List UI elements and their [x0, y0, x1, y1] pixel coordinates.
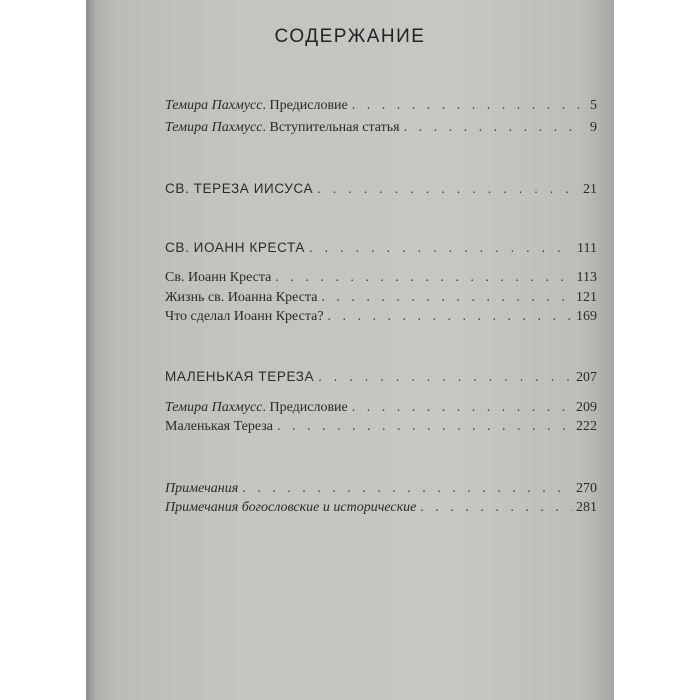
toc-entry-author: Темира Пахмусс [165, 98, 263, 113]
toc-section-john-of-the-cross [165, 238, 597, 258]
leader-dots [328, 307, 572, 327]
page-title: СОДЕРЖАНИЕ [274, 26, 426, 47]
leader-dots [309, 238, 573, 258]
toc-section-title: МАЛЕНЬКАЯ ТЕРЕЗА [165, 369, 315, 384]
toc-entry-notes [165, 498, 597, 518]
leader-dots [352, 398, 572, 418]
leader-dots [321, 288, 572, 308]
page-gutter-shadow [86, 0, 96, 700]
leader-dots [420, 498, 572, 518]
toc-entry-page: 21 [583, 182, 597, 197]
toc-entry-page: 169 [576, 309, 597, 324]
toc-entry-page: 5 [590, 98, 597, 113]
toc-entry-page: 9 [590, 120, 597, 135]
toc-entry-page: 209 [576, 400, 597, 415]
toc-entry [165, 417, 597, 437]
leader-dots [242, 479, 572, 499]
leader-dots [277, 417, 572, 437]
toc-entry-title: Св. Иоанн Креста [165, 270, 272, 285]
toc-section-little-teresa [165, 367, 597, 387]
toc-entry [165, 307, 597, 327]
toc-entry-title: Предисловие [269, 98, 348, 113]
toc-section-title: СВ. ИОАНН КРЕСТА [165, 240, 305, 255]
toc-entry-page: 111 [577, 241, 597, 256]
toc-entry-title: Жизнь св. Иоанна Креста [165, 290, 318, 305]
toc-entry-title: Что сделал Иоанн Креста? [165, 309, 324, 324]
toc-entry-page: 222 [576, 419, 597, 434]
toc-entry-page: 207 [576, 370, 597, 385]
toc-entry-title: Вступительная статья [269, 120, 400, 135]
toc-entry-introduction: Темира Пахмусс . Вступительная статья . . . 9 [165, 118, 597, 138]
leader-dots [317, 179, 579, 199]
toc-entry-title: Примечания богословские и исторические [165, 500, 417, 515]
toc-entry-page: 121 [576, 290, 597, 305]
toc-entry-page: 270 [576, 481, 597, 496]
toc-entry-title: Предисловие [269, 400, 348, 415]
leader-dots [404, 118, 579, 138]
toc-entry-page: 281 [576, 500, 597, 515]
toc-entry-preface: Темира Пахмусс . Предисловие . . . 209 [165, 398, 597, 418]
toc-entry-page: 113 [576, 270, 597, 285]
toc-section-teresa-of-jesus [165, 179, 597, 199]
leader-dots [275, 268, 572, 288]
toc-entry [165, 268, 597, 288]
toc-entry-title: Маленькая Тереза [165, 419, 273, 434]
toc-entry-author: Темира Пахмусс [165, 400, 263, 415]
toc-entry-notes [165, 479, 597, 499]
toc-entry-preface: Темира Пахмусс . Предисловие . . . 5 [165, 96, 597, 116]
leader-dots [352, 96, 579, 116]
toc-entry [165, 288, 597, 308]
toc-section-title: СВ. ТЕРЕЗА ИИСУСА [165, 181, 314, 196]
toc-entry-author: Темира Пахмусс [165, 120, 263, 135]
leader-dots [318, 367, 572, 387]
toc-entry-title: Примечания [165, 481, 239, 496]
